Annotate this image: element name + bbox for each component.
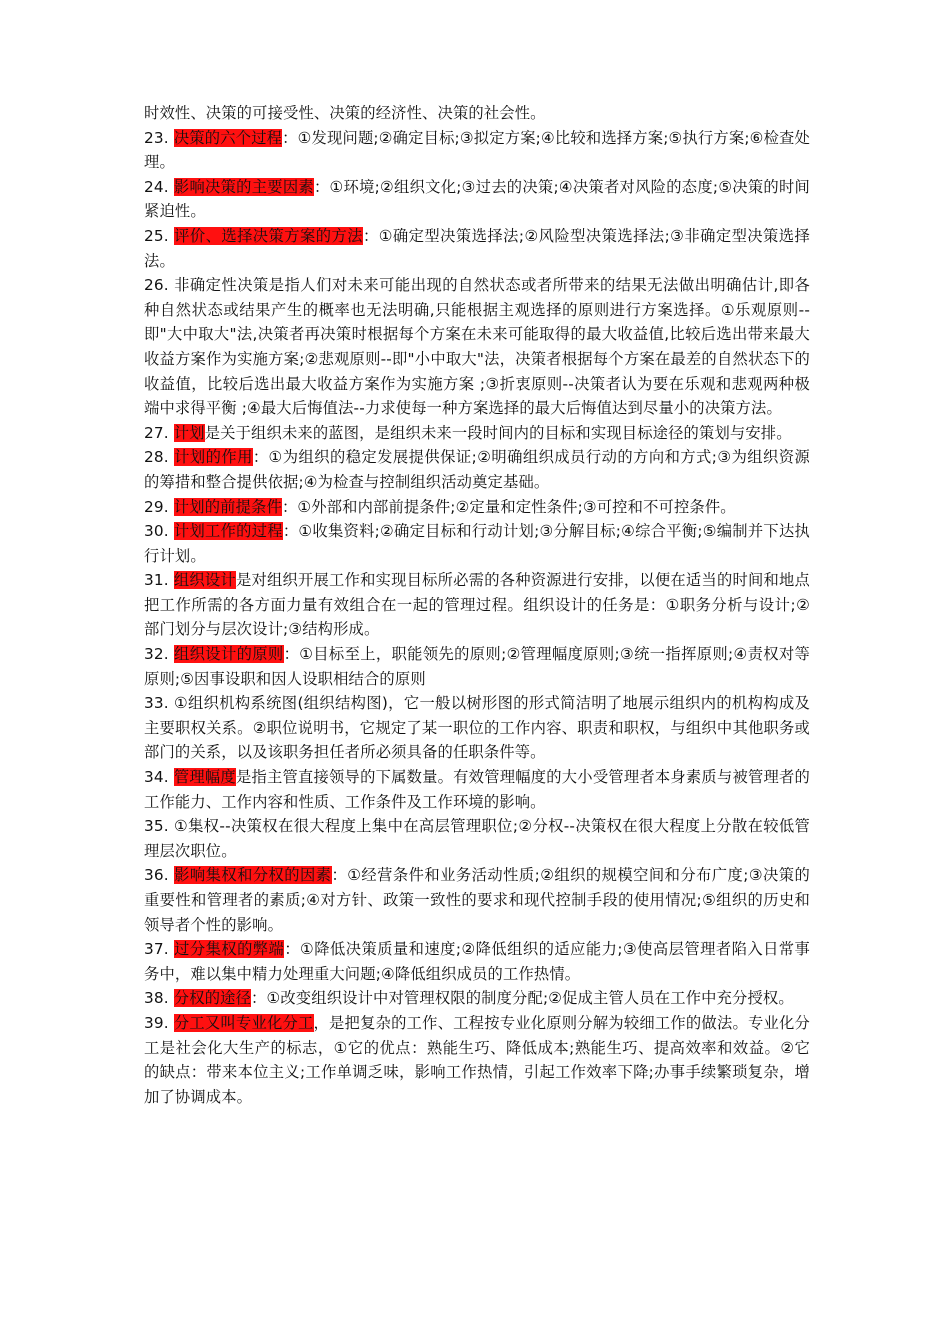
- paragraph-28: [144, 445, 810, 494]
- paragraph-24: [144, 175, 810, 224]
- paragraph-27: [144, 421, 810, 446]
- paragraph-text: 非确定性决策是指人们对未来可能出现的自然状态或者所带来的结果无法做出明确估计,即各种自然状态或结果产生的概率也无法明确,只能根据主观选择的原则进行方案选择。①乐观原则--即"大中取大"法,决策者再决策时根据每个方案在未来可能取得的最大收益值,比较后选出带来最大收益方案作为实施方案;②悲观原则--即"小中取大"法，决策者根据每个方案在最差的自然状态下的收益值，比较后选出最大收益方案作为实施方案 ;③折衷原则--决策者认为要在乐观和悲观两种极端中求得平衡 ;④最大后悔值法--力求使每一种方案选择的最大后悔值达到尽量小的决策方法。: [144, 276, 811, 418]
- item-number: 32.: [144, 645, 174, 664]
- item-number: 34.: [144, 768, 174, 787]
- item-number: 29.: [144, 497, 174, 516]
- paragraph-text: ：①目标至上，职能领先的原则;②管理幅度原则;③统一指挥原则;④责权对等原则;⑤因事设职和因人设职相结合的原则: [144, 645, 810, 688]
- paragraph-34: [144, 765, 810, 814]
- highlighted-term: 影响集权和分权的因素: [174, 866, 332, 885]
- paragraph-36: [144, 863, 810, 937]
- paragraph-text: 时效性、决策的可接受性、决策的经济性、决策的社会性。: [144, 104, 546, 122]
- paragraph-29: [144, 495, 810, 520]
- highlighted-term: 决策的六个过程: [173, 128, 283, 147]
- item-number: 30.: [144, 522, 174, 541]
- document-body: [144, 101, 810, 1109]
- paragraph-text: ：①降低决策质量和速度;②降低组织的适应能力;③使高层管理者陷入日常事务中，难以集中精力处理重大问题;④降低组织成员的工作热情。: [144, 940, 810, 983]
- paragraph-text: 是指主管直接领导的下属数量。有效管理幅度的大小受管理者本身素质与被管理者的工作能力、工作内容和性质、工作条件及工作环境的影响。: [144, 768, 810, 811]
- item-number: 39.: [144, 1013, 174, 1032]
- highlighted-term: 管理幅度: [173, 768, 236, 787]
- highlighted-term: 计划: [173, 423, 205, 442]
- highlighted-term: 过分集权的弊端: [174, 940, 285, 959]
- item-number: 35.: [144, 817, 175, 836]
- paragraph-0: [144, 101, 810, 126]
- paragraph-31: [144, 568, 810, 642]
- paragraph-text: ，是把复杂的工作、工程按专业化原则分解为较细工作的做法。专业化分工是社会化大生产的标志，①它的优点：熟能生巧、降低成本;熟能生巧、提高效率和效益。②它的缺点：带来本位主义;工作单调乏味，影响工作热情，引起工作效率下降;办事手续繁琐复杂，增加了协调成本。: [144, 1013, 810, 1106]
- highlighted-term: 分权的途径: [173, 989, 252, 1008]
- item-number: 28.: [144, 448, 175, 467]
- item-number: 31.: [144, 571, 174, 590]
- highlighted-term: 影响决策的主要因素: [173, 177, 314, 196]
- item-number: 25.: [144, 226, 175, 245]
- paragraph-text: ①集权--决策权在很大程度上集中在高层管理职位;②分权--决策权在很大程度上分散在较低管理层次职位。: [144, 817, 811, 860]
- paragraph-text: ：①经营条件和业务活动性质;②组织的规模空间和分布广度;③决策的重要性和管理者的素质;④对方针、政策一致性的要求和现代控制手段的使用情况;⑤组织的历史和领导者个性的影响。: [144, 866, 810, 934]
- paragraph-23: [144, 126, 810, 175]
- item-number: 27.: [144, 423, 174, 442]
- highlighted-term: 组织设计: [173, 571, 236, 590]
- paragraph-26: [144, 273, 810, 421]
- highlighted-term: 组织设计的原则: [174, 645, 284, 664]
- paragraph-39: [144, 1011, 810, 1109]
- paragraph-text: ：①发现问题;②确定目标;③拟定方案;④比较和选择方案;⑤执行方案;⑥检查处理。: [144, 128, 810, 172]
- paragraph-25: [144, 224, 810, 273]
- paragraph-35: [144, 814, 810, 863]
- paragraph-30: [144, 519, 810, 568]
- highlighted-term: 计划工作的过程: [173, 522, 283, 541]
- item-number: 36.: [144, 866, 175, 885]
- highlighted-term: 评价、选择决策方案的方法: [174, 226, 364, 245]
- item-number: 24.: [144, 177, 174, 196]
- highlighted-term: 分工又叫专业化分工: [173, 1013, 314, 1032]
- item-number: 26.: [144, 276, 175, 295]
- highlighted-term: 计划的作用: [174, 448, 253, 467]
- item-number: 37.: [144, 940, 175, 959]
- paragraph-text: ：①改变组织设计中对管理权限的制度分配;②促成主管人员在工作中充分授权。: [251, 989, 794, 1008]
- paragraph-text: ①组织机构系统图(组织结构图)，它一般以树形图的形式简洁明了地展示组织内的机构构成及主要职权关系。②职位说明书，它规定了某一职位的工作内容、职责和职权，与组织中其他职务或部门的关系，以及该职务担任者所必须具备的任职条件等。: [144, 694, 811, 762]
- item-number: 38.: [144, 989, 174, 1008]
- paragraph-text: ：①确定型决策选择法;②风险型决策选择法;③非确定型决策选择法。: [144, 226, 810, 270]
- paragraph-32: [144, 642, 810, 691]
- paragraph-text: 是关于组织未来的蓝图，是组织未来一段时间内的目标和实现目标途径的策划与安排。: [204, 423, 792, 442]
- paragraph-text: 是对组织开展工作和实现目标所必需的各种资源进行安排，以便在适当的时间和地点把工作所需的各方面力量有效组合在一起的管理过程。组织设计的任务是：①职务分析与设计;②部门划分与层次设计;③结构形成。: [144, 571, 810, 639]
- paragraph-text: ：①外部和内部前提条件;②定量和定性条件;③可控和不可控条件。: [281, 497, 736, 516]
- highlighted-term: 计划的前提条件: [173, 497, 282, 516]
- paragraph-text: ：①环境;②组织文化;③过去的决策;④决策者对风险的态度;⑤决策的时间紧迫性。: [144, 177, 810, 221]
- paragraph-33: [144, 691, 810, 765]
- paragraph-text: ：①收集资料;②确定目标和行动计划;③分解目标;④综合平衡;⑤编制并下达执行计划。: [144, 522, 810, 565]
- paragraph-37: [144, 937, 810, 986]
- paragraph-text: ：①为组织的稳定发展提供保证;②明确组织成员行动的方向和方式;③为组织资源的筹措和整合提供依据;④为检查与控制组织活动奠定基础。: [144, 448, 810, 491]
- paragraph-38: [144, 986, 810, 1011]
- item-number: 23.: [144, 128, 174, 147]
- item-number: 33.: [144, 694, 174, 713]
